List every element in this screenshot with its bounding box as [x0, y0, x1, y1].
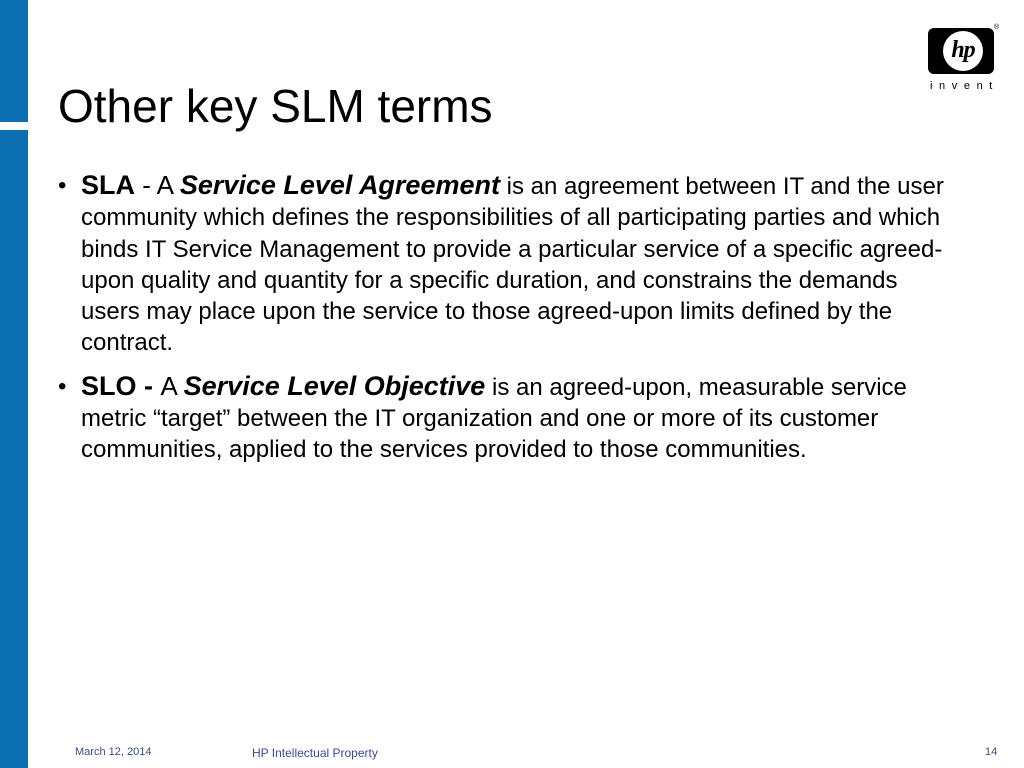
hp-logo-tagline: invent	[930, 80, 999, 92]
bullet-dot-icon: •	[58, 172, 67, 199]
bullet-text: is an agreement between IT and the user community which defines the responsibilities of all participating parties and which binds IT Service Management to provide a particular service of a specific agreed-upon quality and quantity for a specific duration, and constrains the demands users may place upon the service to those agreed-upon limits defined by the contract.	[81, 173, 944, 357]
footer-confidentiality: HP Intellectual Property	[252, 746, 378, 760]
left-accent-bar	[0, 0, 28, 768]
bullet-list	[58, 170, 958, 466]
bullet-separator: A	[160, 370, 184, 401]
bullet-slo	[58, 371, 958, 466]
bullet-dot-icon: •	[58, 372, 67, 400]
registered-mark: ®	[994, 24, 1000, 31]
hp-logo	[926, 24, 1000, 94]
accent-bar-divider	[0, 122, 28, 130]
slide-title: Other key SLM terms	[58, 80, 493, 132]
bullet-definition-term: Service Level Agreement	[179, 170, 500, 200]
hp-logo-badge	[928, 28, 994, 74]
bullet-text: is an agreed-upon, measurable service metric “target” between the IT organization and one or more of its customer communities, applied to the services provided to those communities.	[81, 373, 907, 464]
bullet-separator: - A	[135, 170, 180, 200]
bullet-term: SLO -	[81, 370, 161, 401]
bullet-sla	[58, 170, 958, 359]
bullet-definition-term: Service Level Objective	[183, 370, 486, 401]
hp-logo-mark: hp	[951, 37, 975, 63]
bullet-term: SLA	[81, 170, 135, 200]
footer-page-number: 14	[985, 746, 998, 758]
footer-date: March 12, 2014	[75, 746, 152, 758]
hp-logo-circle	[943, 31, 983, 71]
